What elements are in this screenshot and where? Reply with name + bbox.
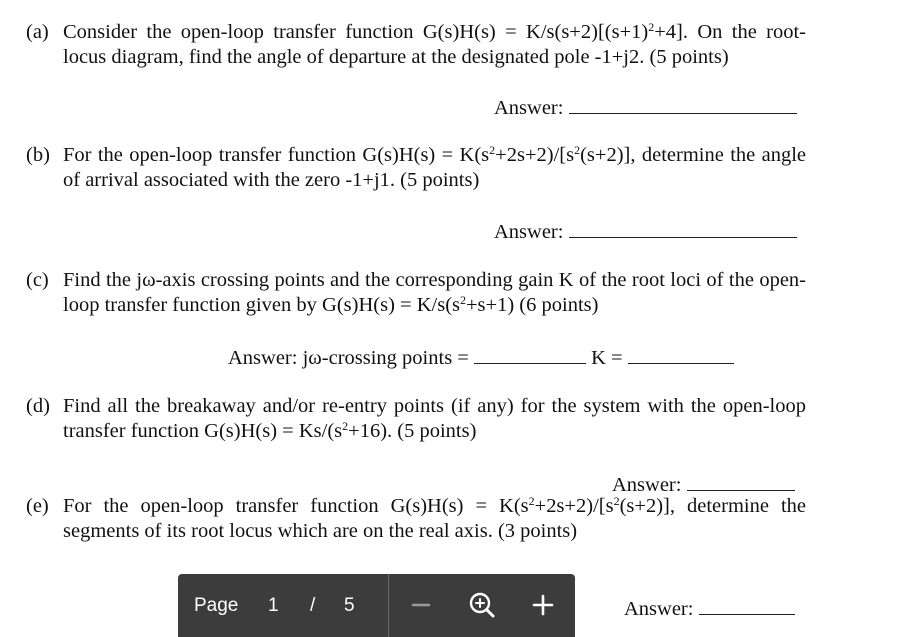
- answer-blank[interactable]: [687, 471, 795, 491]
- question-b: [26, 143, 806, 193]
- question-text: For the open-loop transfer function $G(s)H(s) = K(s^2+2s+2)/[s^2(s+2)]$, determine the segments of its root locus which are on the real axis. (3 points): [63, 494, 806, 542]
- answer-blank-crossing[interactable]: [474, 344, 586, 364]
- answer-label: Answer: jω-crossing points =: [228, 347, 469, 369]
- question-text: Find the jω-axis crossing points and the corresponding gain K of the root loci of the open-loop transfer function given by $G(s)H(s) = K/s(s^2+s+1)$ (6 points): [63, 269, 806, 316]
- answer-k-label: K =: [591, 347, 623, 369]
- question-text: Consider the open-loop transfer function $G(s)H(s) = K/s(s+2)[(s+1)^2+4]$. On the root-locus diagram, find the angle of departure at the designated pole -1+j2. (5 points): [63, 20, 806, 68]
- current-page-input[interactable]: 1: [268, 595, 279, 616]
- question-text: For the open-loop transfer function $G(s)H(s) = K(s^2+2s+2)/[s^2(s+2)]$, determine the angle of arrival associated with the zero -1+j1. (5 points): [63, 143, 806, 191]
- minus-icon: [404, 588, 438, 622]
- answer-b: [494, 218, 797, 245]
- page-label: Page: [194, 595, 239, 616]
- answer-label: Answer:: [494, 97, 564, 119]
- question-e: [26, 494, 806, 544]
- answer-blank[interactable]: [569, 94, 797, 114]
- page-separator: /: [310, 595, 316, 616]
- answer-blank[interactable]: [699, 595, 795, 615]
- zoom-icon: [465, 588, 499, 622]
- answer-e: [624, 595, 795, 622]
- question-text: Find all the breakaway and/or re-entry points (if any) for the system with the open-loop transfer function $G(s)H(s) = Ks/(s^2+16)$. (5 points): [63, 395, 806, 442]
- zoom-in-button[interactable]: [526, 588, 560, 622]
- question-c: [26, 268, 806, 318]
- zoom-reset-button[interactable]: [465, 588, 499, 622]
- answer-label: Answer:: [612, 474, 682, 496]
- answer-blank[interactable]: [569, 218, 797, 238]
- answer-c: [228, 344, 734, 371]
- total-pages: 5: [344, 595, 355, 616]
- toolbar-divider: [388, 574, 389, 637]
- answer-blank-k[interactable]: [628, 344, 734, 364]
- question-label: (d): [26, 395, 50, 417]
- question-a: [26, 20, 806, 70]
- question-label: (c): [26, 269, 49, 291]
- question-label: (b): [26, 144, 50, 166]
- plus-icon: [526, 588, 560, 622]
- question-d: [26, 394, 806, 444]
- zoom-out-button[interactable]: [404, 588, 438, 622]
- answer-label: Answer:: [624, 598, 694, 620]
- question-label: (a): [26, 21, 49, 43]
- pdf-viewer-toolbar: [178, 574, 575, 637]
- answer-a: [494, 94, 797, 121]
- question-label: (e): [26, 495, 49, 517]
- answer-label: Answer:: [494, 221, 564, 243]
